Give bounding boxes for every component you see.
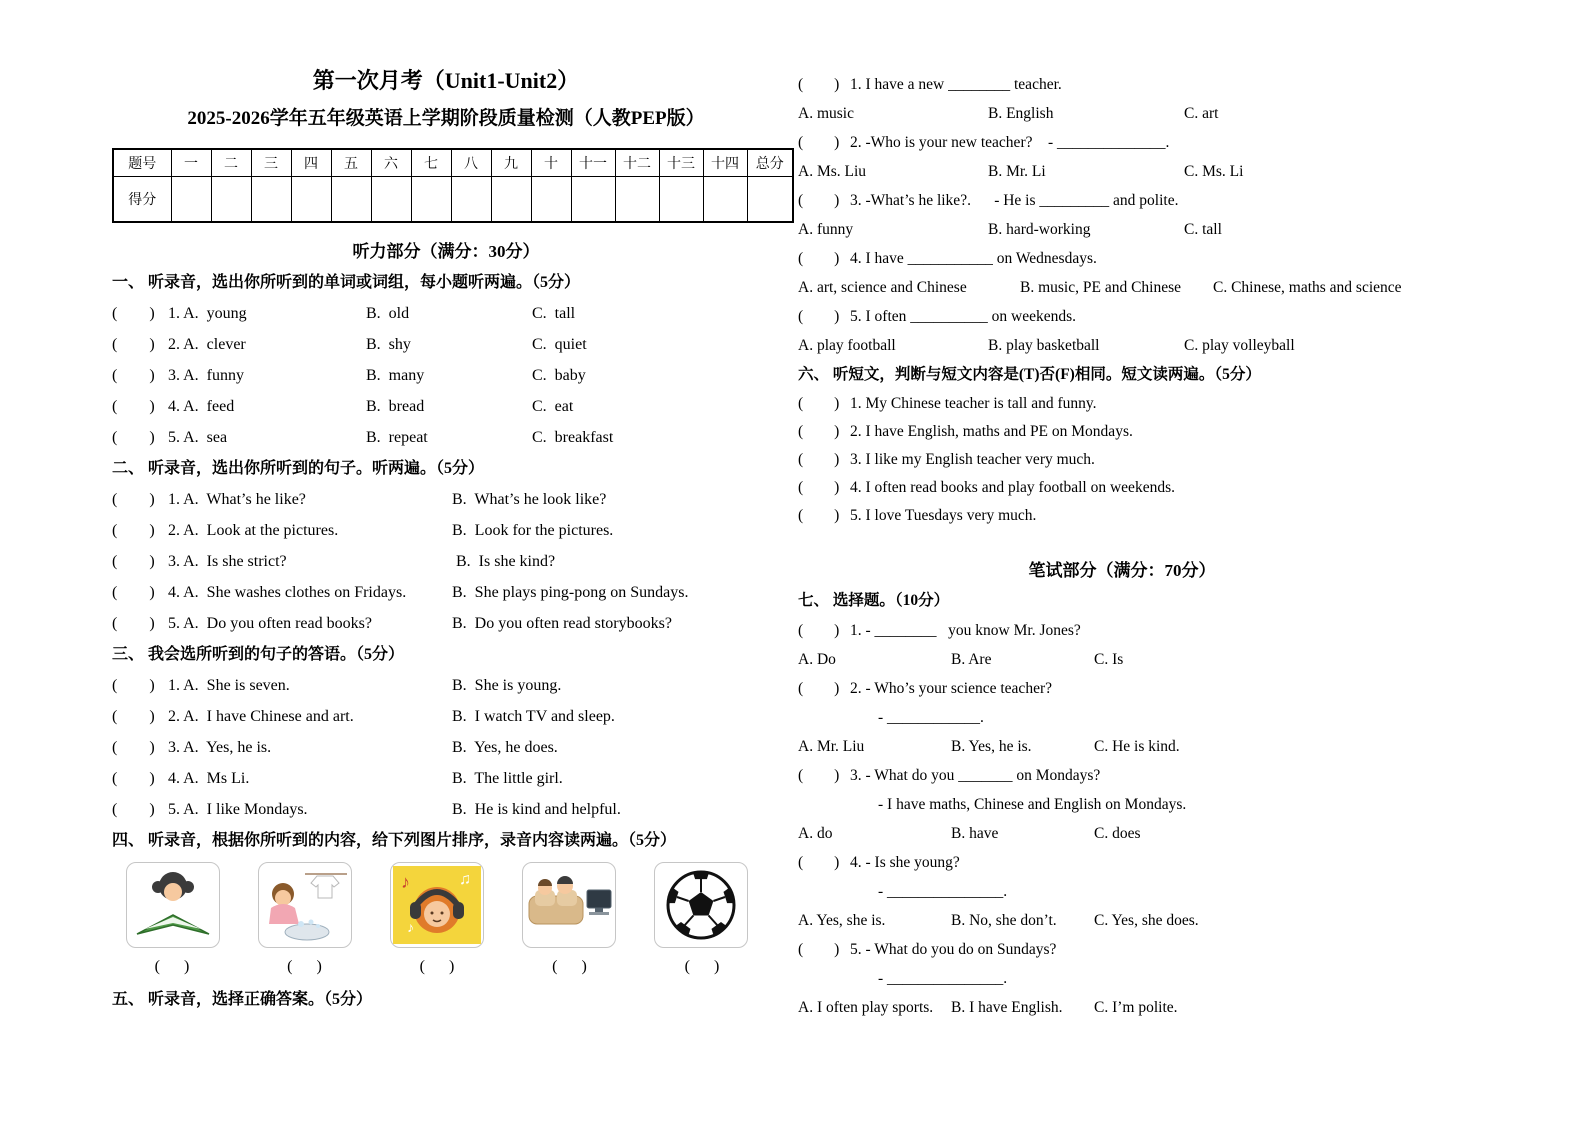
score-table-cell: 八 bbox=[451, 149, 491, 177]
option-a: 2. A. Look at the pictures. bbox=[168, 522, 339, 539]
option-b: B. He is kind and helpful. bbox=[452, 801, 621, 818]
question-row bbox=[112, 670, 780, 701]
tf-statement: 2. I have English, maths and PE on Mondays. bbox=[850, 423, 1133, 440]
picture-washing-clothes bbox=[258, 862, 352, 948]
answer-blank-paren: ( ) bbox=[419, 958, 455, 975]
answer-blank-paren: ( ) bbox=[287, 958, 322, 975]
watching-tv-icon bbox=[525, 865, 613, 945]
option-c: C. Is bbox=[1094, 651, 1124, 668]
options-row bbox=[798, 819, 1446, 848]
options-row bbox=[798, 273, 1446, 302]
option-b: B. No, she don’t. bbox=[951, 912, 1057, 929]
question-row bbox=[112, 391, 780, 422]
section1-heading: 一、 听录音，选出你所听到的单词或词组，每小题听两遍。（5分） bbox=[112, 274, 581, 291]
options-row bbox=[798, 157, 1446, 186]
section7-heading: 七、 选择题。（10分） bbox=[798, 592, 950, 609]
answer-line: - _______________. bbox=[878, 883, 1008, 900]
answer-blank-paren: ( ) bbox=[798, 192, 840, 209]
score-empty-cell bbox=[291, 177, 331, 223]
options-row bbox=[798, 993, 1446, 1022]
score-empty-cell bbox=[531, 177, 571, 223]
answer-blank-paren: ( ) bbox=[798, 76, 840, 93]
score-table bbox=[112, 148, 794, 223]
tf-item-row bbox=[798, 446, 1446, 474]
option-a: 5. A. I like Mondays. bbox=[168, 801, 308, 818]
option-b: B. play basketball bbox=[988, 337, 1100, 354]
option-a: 3. A. Yes, he is. bbox=[168, 739, 272, 756]
answer-blank-paren: ( ) bbox=[684, 958, 720, 975]
score-empty-cell bbox=[371, 177, 411, 223]
svg-text:♪: ♪ bbox=[407, 921, 414, 936]
question-row bbox=[798, 616, 1446, 645]
option-c: C. baby bbox=[532, 367, 586, 384]
score-empty-cell bbox=[659, 177, 703, 223]
answer-blank-paren: ( ) bbox=[112, 708, 155, 725]
answer-blank-paren: ( ) bbox=[112, 367, 155, 384]
answer-blank-paren: ( ) bbox=[112, 398, 155, 415]
option-a: A. funny bbox=[798, 221, 854, 238]
tf-item-row bbox=[798, 390, 1446, 418]
answer-blank-paren: ( ) bbox=[112, 491, 155, 508]
answer-blank-paren: ( ) bbox=[112, 584, 155, 601]
answer-blank-paren: ( ) bbox=[112, 615, 155, 632]
option-b: B. She plays ping-pong on Sundays. bbox=[452, 584, 689, 601]
score-table-cell: 十二 bbox=[615, 149, 659, 177]
option-b: B. I have English. bbox=[951, 999, 1063, 1016]
option-a: A. art, science and Chinese bbox=[798, 279, 967, 296]
tf-item-row bbox=[798, 474, 1446, 502]
option-a: A. music bbox=[798, 105, 854, 122]
option-a: A. Do bbox=[798, 651, 836, 668]
score-table-cell: 十三 bbox=[659, 149, 703, 177]
score-table-cell: 十四 bbox=[703, 149, 747, 177]
score-empty-cell bbox=[747, 177, 793, 223]
score-label-cell: 得分 bbox=[113, 177, 171, 223]
option-a: 5. A. Do you often read books? bbox=[168, 615, 372, 632]
option-c: C. tall bbox=[532, 305, 576, 322]
listening-music-icon bbox=[393, 865, 481, 945]
answer-line: - _______________. bbox=[878, 970, 1008, 987]
question-row bbox=[798, 935, 1446, 964]
option-c: C. Yes, she does. bbox=[1094, 912, 1199, 929]
question-stem: 4. - Is she young? bbox=[850, 854, 960, 871]
option-b: B. Is she kind? bbox=[452, 553, 556, 570]
answer-blank-paren: ( ) bbox=[112, 770, 155, 787]
question-row bbox=[112, 608, 780, 639]
option-a: 4. A. feed bbox=[168, 398, 235, 415]
tf-statement: 4. I often read books and play football on weekends. bbox=[850, 479, 1175, 496]
score-table-cell: 二 bbox=[211, 149, 251, 177]
question-stem: 1. I have a new ________ teacher. bbox=[850, 76, 1062, 93]
option-b: B. Mr. Li bbox=[988, 163, 1046, 180]
section3-heading: 三、 我会选所听到的句子的答语。（5分） bbox=[112, 646, 405, 663]
picture-ordering-row bbox=[126, 862, 748, 948]
score-table-cell: 题号 bbox=[113, 149, 171, 177]
option-a: A. I often play sports. bbox=[798, 999, 934, 1016]
picture-reading-book bbox=[126, 862, 220, 948]
option-b: B. repeat bbox=[366, 429, 428, 446]
question-row bbox=[112, 515, 780, 546]
option-b: B. Do you often read storybooks? bbox=[452, 615, 672, 632]
option-a: 1. A. She is seven. bbox=[168, 677, 290, 694]
option-c: C. Ms. Li bbox=[1184, 163, 1244, 180]
option-b: B. bread bbox=[366, 398, 425, 415]
question-row bbox=[112, 701, 780, 732]
option-b: B. The little girl. bbox=[452, 770, 563, 787]
option-b: B. Are bbox=[951, 651, 992, 668]
score-table-cell: 一 bbox=[171, 149, 211, 177]
answer-blank-paren: ( ) bbox=[798, 507, 840, 524]
question-stem: 5. I often __________ on weekends. bbox=[850, 308, 1076, 325]
answer-blank-paren: ( ) bbox=[798, 767, 840, 784]
answer-blank-paren: ( ) bbox=[798, 423, 840, 440]
answer-blank-paren: ( ) bbox=[798, 479, 840, 496]
score-table-cell: 十 bbox=[531, 149, 571, 177]
score-table-cell: 四 bbox=[291, 149, 331, 177]
svg-text:♪: ♪ bbox=[401, 872, 410, 892]
option-c: C. tall bbox=[1184, 221, 1222, 238]
answer-blank-paren: ( ) bbox=[798, 680, 840, 697]
options-row bbox=[798, 906, 1446, 935]
picture-football bbox=[654, 862, 748, 948]
options-row bbox=[798, 331, 1446, 360]
option-a: A. Yes, she is. bbox=[798, 912, 886, 929]
score-table-cell: 六 bbox=[371, 149, 411, 177]
section4-heading: 四、 听录音，根据你所听到的内容，给下列图片排序，录音内容读两遍。（5分） bbox=[112, 832, 677, 849]
score-table-cell: 五 bbox=[331, 149, 371, 177]
question-row bbox=[798, 302, 1446, 331]
question-row bbox=[112, 329, 780, 360]
picture-listening-music bbox=[390, 862, 484, 948]
question-row bbox=[112, 360, 780, 391]
score-table-cell: 三 bbox=[251, 149, 291, 177]
question-row bbox=[112, 298, 780, 329]
section6-heading: 六、 听短文，判断与短文内容是(T)否(F)相同。短文读两遍。（5分） bbox=[798, 366, 1261, 383]
option-c: C. eat bbox=[532, 398, 574, 415]
washing-clothes-icon bbox=[261, 865, 349, 945]
tf-statement: 5. I love Tuesdays very much. bbox=[850, 507, 1037, 524]
score-table-header-row bbox=[113, 149, 793, 177]
question-row bbox=[798, 186, 1446, 215]
question-row bbox=[798, 128, 1446, 157]
question-row bbox=[112, 546, 780, 577]
question-stem: 1. - ________ you know Mr. Jones? bbox=[850, 622, 1081, 639]
option-b: B. Look for the pictures. bbox=[452, 522, 614, 539]
option-c: C. quiet bbox=[532, 336, 587, 353]
question-row bbox=[112, 577, 780, 608]
question-stem: 4. I have ___________ on Wednesdays. bbox=[850, 250, 1097, 267]
answer-blank-paren: ( ) bbox=[798, 854, 840, 871]
answer-blank-paren: ( ) bbox=[798, 941, 840, 958]
option-c: C. I’m polite. bbox=[1094, 999, 1178, 1016]
score-empty-cell bbox=[451, 177, 491, 223]
answer-blank-paren: ( ) bbox=[798, 622, 840, 639]
option-b: B. I watch TV and sleep. bbox=[452, 708, 615, 725]
answer-blank-paren: ( ) bbox=[798, 250, 840, 267]
option-a: 4. A. Ms Li. bbox=[168, 770, 250, 787]
question-row bbox=[112, 732, 780, 763]
option-c: C. play volleyball bbox=[1184, 337, 1295, 354]
option-a: 5. A. sea bbox=[168, 429, 228, 446]
options-row bbox=[798, 645, 1446, 674]
options-row bbox=[798, 99, 1446, 128]
answer-blank-paren: ( ) bbox=[798, 134, 840, 151]
score-empty-cell bbox=[571, 177, 615, 223]
option-a: 2. A. clever bbox=[168, 336, 246, 353]
score-empty-cell bbox=[331, 177, 371, 223]
option-c: C. breakfast bbox=[532, 429, 614, 446]
score-table-cell: 九 bbox=[491, 149, 531, 177]
option-b: B. old bbox=[366, 305, 410, 322]
option-a: 3. A. funny bbox=[168, 367, 244, 384]
answer-blank-paren: ( ) bbox=[112, 739, 155, 756]
option-a: A. do bbox=[798, 825, 833, 842]
options-row bbox=[798, 215, 1446, 244]
question-row bbox=[798, 70, 1446, 99]
score-empty-cell bbox=[211, 177, 251, 223]
question-stem: 5. - What do you do on Sundays? bbox=[850, 941, 1057, 958]
score-empty-cell bbox=[251, 177, 291, 223]
score-table-cell: 十一 bbox=[571, 149, 615, 177]
option-b: B. What’s he look like? bbox=[452, 491, 607, 508]
question-row bbox=[798, 674, 1446, 703]
written-part-heading: 笔试部分（满分：70分） bbox=[1028, 561, 1216, 580]
question-row bbox=[112, 794, 780, 825]
option-a: 2. A. I have Chinese and art. bbox=[168, 708, 354, 725]
right-column bbox=[798, 70, 1446, 1022]
answer-line: - I have maths, Chinese and English on Mondays. bbox=[878, 796, 1187, 813]
answer-blank-paren: ( ) bbox=[112, 522, 155, 539]
score-table-cell: 七 bbox=[411, 149, 451, 177]
score-table-cell: 总分 bbox=[747, 149, 793, 177]
answer-blank-paren: ( ) bbox=[112, 305, 155, 322]
score-empty-cell bbox=[615, 177, 659, 223]
option-b: B. hard-working bbox=[988, 221, 1091, 238]
tf-statement: 1. My Chinese teacher is tall and funny. bbox=[850, 395, 1097, 412]
answer-blank-paren: ( ) bbox=[798, 395, 840, 412]
answer-blank-paren: ( ) bbox=[798, 451, 840, 468]
answer-blank-paren: ( ) bbox=[112, 429, 155, 446]
section5-heading: 五、 听录音，选择正确答案。（5分） bbox=[112, 991, 373, 1008]
picture-watching-tv bbox=[522, 862, 616, 948]
question-row bbox=[798, 848, 1446, 877]
option-c: C. He is kind. bbox=[1094, 738, 1180, 755]
answer-blank-paren: ( ) bbox=[112, 336, 155, 353]
picture-answer-parens bbox=[126, 954, 748, 980]
section2-heading: 二、 听录音，选出你所听到的句子。听两遍。（5分） bbox=[112, 460, 485, 477]
score-table-score-row bbox=[113, 177, 793, 223]
answer-blank-paren: ( ) bbox=[154, 958, 190, 975]
option-a: 1. A. young bbox=[168, 305, 247, 322]
football-icon bbox=[657, 865, 745, 945]
exam-title: 第一次月考（Unit1-Unit2） bbox=[312, 68, 580, 93]
options-row bbox=[798, 732, 1446, 761]
listening-part-heading: 听力部分（满分：30分） bbox=[352, 242, 540, 261]
score-empty-cell bbox=[491, 177, 531, 223]
svg-text:♫: ♫ bbox=[459, 871, 471, 888]
option-a: A. Ms. Liu bbox=[798, 163, 867, 180]
left-column bbox=[112, 64, 784, 1015]
option-b: B. many bbox=[366, 367, 425, 384]
question-row bbox=[112, 763, 780, 794]
question-stem: 2. - Who’s your science teacher? bbox=[850, 680, 1052, 697]
score-empty-cell bbox=[411, 177, 451, 223]
option-a: 1. A. What’s he like? bbox=[168, 491, 306, 508]
question-row bbox=[112, 422, 780, 453]
option-b: B. English bbox=[988, 105, 1054, 122]
question-stem: 3. - What do you _______ on Mondays? bbox=[850, 767, 1101, 784]
option-b: B. Yes, he is. bbox=[951, 738, 1032, 755]
tf-statement: 3. I like my English teacher very much. bbox=[850, 451, 1095, 468]
option-a: A. Mr. Liu bbox=[798, 738, 865, 755]
option-c: C. does bbox=[1094, 825, 1141, 842]
question-row bbox=[798, 761, 1446, 790]
option-b: B. music, PE and Chinese bbox=[1020, 279, 1182, 296]
answer-blank-paren: ( ) bbox=[798, 308, 840, 325]
option-b: B. have bbox=[951, 825, 999, 842]
question-stem: 3. -What’s he like?. - He is _________ and polite. bbox=[850, 192, 1179, 209]
score-empty-cell bbox=[171, 177, 211, 223]
answer-blank-paren: ( ) bbox=[112, 801, 155, 818]
option-a: 3. A. Is she strict? bbox=[168, 553, 287, 570]
option-a: 4. A. She washes clothes on Fridays. bbox=[168, 584, 407, 601]
answer-blank-paren: ( ) bbox=[112, 553, 155, 570]
option-b: B. shy bbox=[366, 336, 411, 353]
answer-line: - ____________. bbox=[878, 709, 984, 726]
answer-blank-paren: ( ) bbox=[112, 677, 155, 694]
score-empty-cell bbox=[703, 177, 747, 223]
option-b: B. Yes, he does. bbox=[452, 739, 558, 756]
question-stem: 2. -Who is your new teacher? - ______________. bbox=[850, 134, 1170, 151]
tf-item-row bbox=[798, 502, 1446, 530]
option-c: C. art bbox=[1184, 105, 1219, 122]
tf-item-row bbox=[798, 418, 1446, 446]
question-row bbox=[112, 484, 780, 515]
answer-blank-paren: ( ) bbox=[552, 958, 587, 975]
option-a: A. play football bbox=[798, 337, 896, 354]
option-b: B. She is young. bbox=[452, 677, 562, 694]
question-row bbox=[798, 244, 1446, 273]
exam-subtitle: 2025-2026学年五年级英语上学期阶段质量检测（人教PEP版） bbox=[187, 108, 705, 129]
option-c: C. Chinese, maths and science bbox=[1213, 279, 1402, 296]
reading-book-icon bbox=[129, 865, 217, 945]
